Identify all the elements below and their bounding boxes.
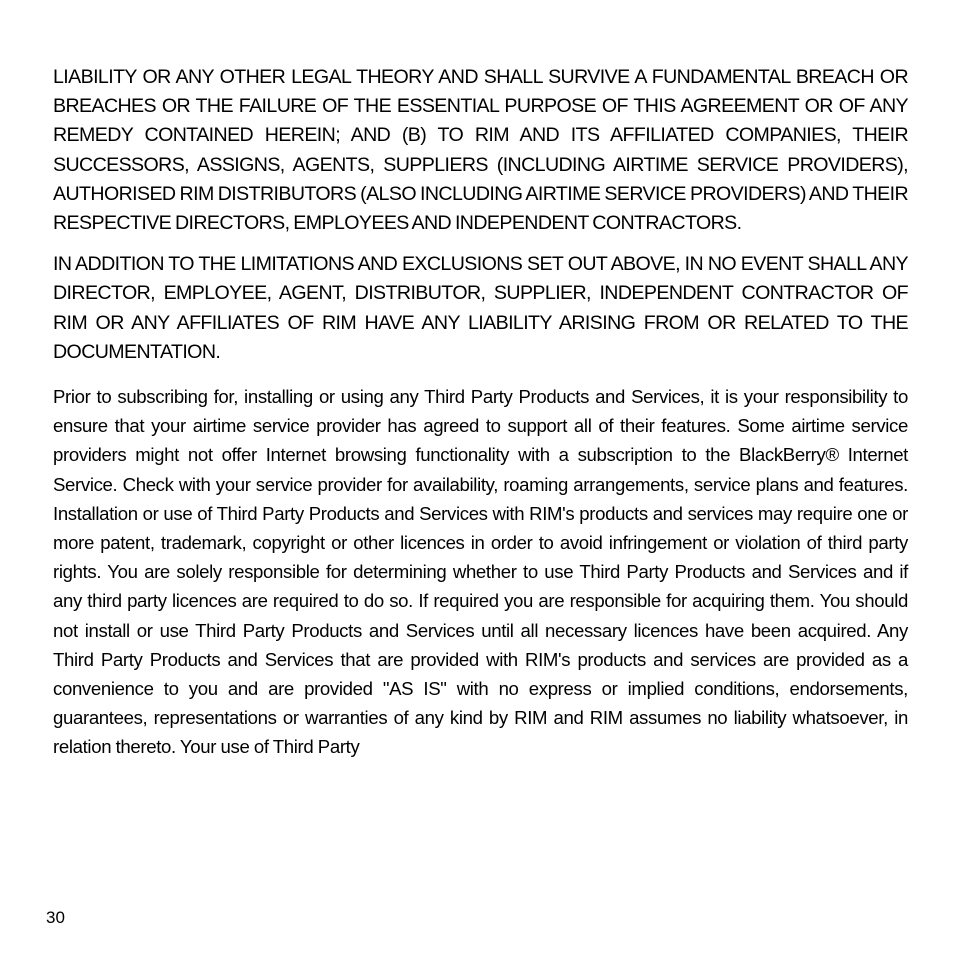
page-number: 30 bbox=[46, 908, 65, 927]
paragraph-liability-continuation: LIABILITY OR ANY OTHER LEGAL THEORY AND SHALL SURVIVE A FUNDAMENTAL BREACH OR BREACHES OR THE FAILURE OF THE ESSENTIAL PURPOSE OF THIS AGREEMENT OR OF ANY REMEDY CONTAINED HEREIN; AND (B) TO RIM AND ITS AFFILIATED COMPANIES, THEIR SUCCESSORS, ASSIGNS, AGENTS, SUPPLIERS (INCLUDING AIRTIME SERVICE PROVIDERS), AUTHORISED RIM DISTRIBUTORS (ALSO INCLUDING AIRTIME SERVICE PROVIDERS) AND THEIR RESPECTIVE DIRECTORS, EMPLOYEES AND INDEPENDENT CONTRACTORS. bbox=[53, 66, 908, 235]
document-page bbox=[53, 63, 908, 774]
paragraph-third-party-products: Prior to subscribing for, installing or using any Third Party Products and Services, it is your responsibility to ensure that your airtime service provider has agreed to support all of their features. Some airtime service providers might not offer Internet browsing functionality with a subscription to the BlackBerry® Internet Service. Check with your service provider for availability, roaming arrangements, service plans and features. Installation or use of Third Party Products and Services with RIM's products and services may require one or more patent, trademark, copyright or other licences in order to avoid infringement or violation of third party rights. You are solely responsible for determining whether to use Third Party Products and Services and if any third party licences are required to do so. If required you are responsible for acquiring them. You should not install or use Third Party Products and Services until all necessary licences have been acquired. Any Third Party Products and Services that are provided with RIM's products and services are provided as a convenience to you and are provided "AS IS" with no express or implied conditions, endorsements, guarantees, representations or warranties of any kind by RIM and RIM assumes no liability whatsoever, in relation thereto. Your use of Third Party bbox=[53, 386, 908, 758]
paragraph-additional-limitations: IN ADDITION TO THE LIMITATIONS AND EXCLUSIONS SET OUT ABOVE, IN NO EVENT SHALL ANY DIRECTOR, EMPLOYEE, AGENT, DISTRIBUTOR, SUPPLIER, INDEPENDENT CONTRACTOR OF RIM OR ANY AFFILIATES OF RIM HAVE ANY LIABILITY ARISING FROM OR RELATED TO THE DOCUMENTATION. bbox=[53, 253, 908, 363]
